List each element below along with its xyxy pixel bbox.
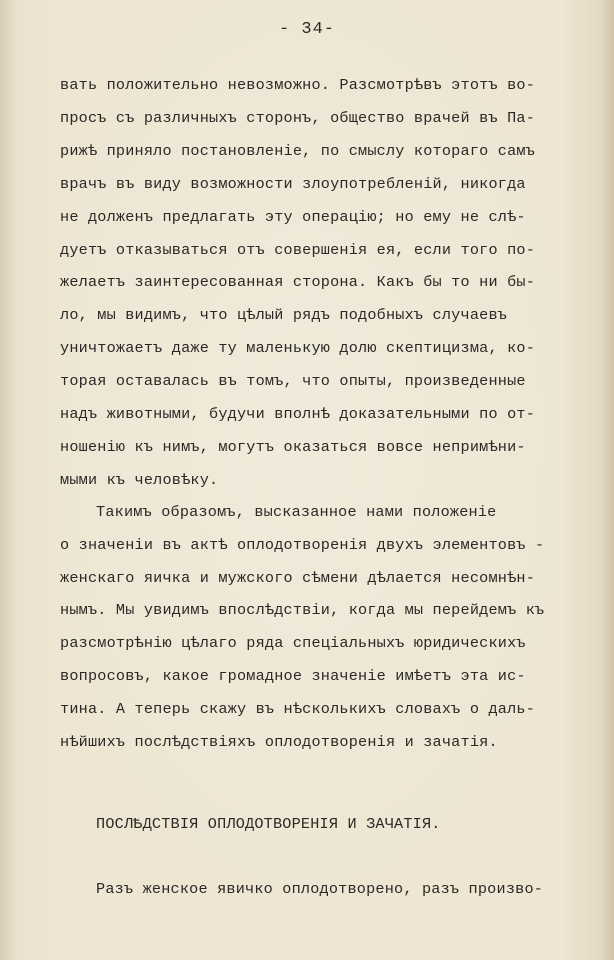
text-line: о значеніи въ актѣ оплодотворенія двухъ элементовъ - — [60, 536, 545, 554]
text-line: уничтожаетъ даже ту маленькую долю скептицизма, ко- — [60, 339, 536, 357]
text-line: просъ съ различныхъ сторонъ, общество врачей въ Па- — [60, 109, 536, 127]
text-line: рижѣ приняло постановленіе, по смыслу котораго самъ — [60, 142, 536, 160]
text-line: Такимъ образомъ, высказанное нами положеніе — [96, 503, 497, 521]
text-line: Разъ женское явичко оплодотворено, разъ произво- — [96, 880, 544, 898]
text-line: нѣйшихъ послѣдствіяхъ оплодотворенія и зачатія. — [60, 733, 498, 751]
page-number: - 34- — [278, 20, 335, 39]
text-line: надъ животными, будучи вполнѣ доказательными по от- — [60, 405, 536, 423]
text-line: нымъ. Мы увидимъ впослѣдствіи, когда мы перейдемъ къ — [60, 601, 545, 619]
text-line: вопросовъ, какое громадное значеніе имѣетъ эта ис- — [60, 667, 526, 685]
text-line: не долженъ предлагать эту операцію; но ему не слѣ- — [60, 208, 526, 226]
section-heading: ПОСЛѢДСТВІЯ ОПЛОДОТВОРЕНІЯ И ЗАЧАТІЯ. — [96, 815, 441, 833]
text-line: разсмотрѣнію цѣлаго ряда спеціальныхъ юридическихъ — [60, 634, 526, 652]
text-line: врачъ въ виду возможности злоупотребленій, никогда — [60, 175, 526, 193]
text-line: тина. А теперь скажу въ нѣсколькихъ словахъ о даль- — [60, 700, 536, 718]
text-line: ло, мы видимъ, что цѣлый рядъ подобныхъ случаевъ — [60, 306, 508, 324]
text-line: желаетъ заинтересованная сторона. Какъ бы то ни бы- — [60, 273, 536, 291]
text-line: торая оставалась въ томъ, что опыты, произведенные — [60, 372, 526, 390]
text-line: дуетъ отказываться отъ совершенія ея, если того по- — [60, 241, 536, 259]
text-line: вать положительно невозможно. Разсмотрѣвъ этотъ во- — [60, 76, 536, 94]
text-line: женскаго яичка и мужского сѣмени дѣлается несомнѣн- — [60, 569, 536, 587]
text-line: ношенію къ нимъ, могутъ оказаться вовсе непримѣни- — [60, 438, 526, 456]
text-line: мыми къ человѣку. — [60, 471, 219, 489]
